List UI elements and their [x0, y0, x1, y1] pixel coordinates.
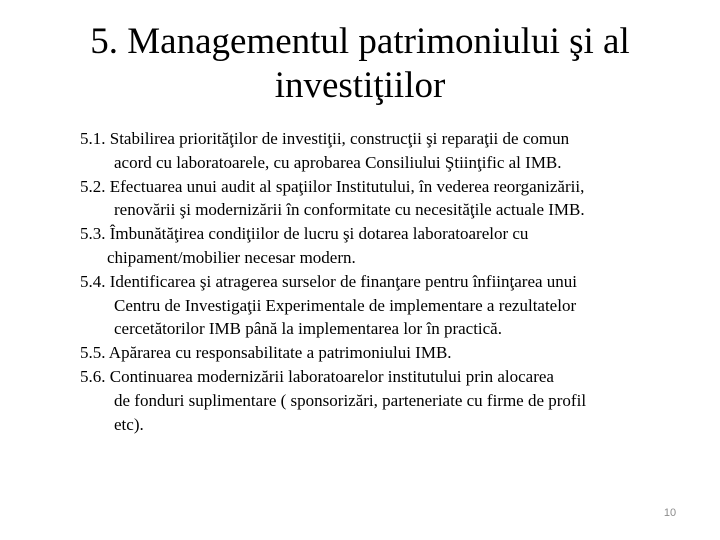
list-item-5-6 [80, 365, 700, 436]
list-item-line: de fonduri suplimentare ( sponsorizări, parteneriate cu firme de profil [114, 390, 587, 410]
list-item-line: 5.2. Efectuarea unui audit al spaţiilor Institutului, în vederea reorganizării, [80, 176, 585, 196]
list-item-line: chipament/mobilier necesar modern. [107, 247, 356, 267]
list-item-5-2 [80, 175, 700, 223]
list-item-5-5 [80, 341, 700, 365]
slide-title [20, 20, 700, 108]
slide-title-line-1: 5. Managementul patrimoniului şi al [90, 21, 630, 62]
list-item-line: 5.3. Îmbunătăţirea condiţiilor de lucru şi dotarea laboratoarelor cu [80, 224, 529, 244]
list-item-line: 5.5. Apărarea cu responsabilitate a patrimoniului IMB. [80, 343, 452, 363]
list-item-line: 5.6. Continuarea modernizării laboratoarelor institutului prin alocarea [80, 366, 554, 386]
objectives-list [80, 127, 700, 436]
list-item-line: 5.1. Stabilirea priorităţilor de investiţii, construcţii şi reparaţii de comun [80, 129, 570, 148]
list-item-5-1 [80, 127, 700, 175]
list-item-line: etc). [114, 414, 144, 434]
slide-title-line-2: investiţiilor [274, 65, 446, 106]
list-item-5-4 [80, 270, 700, 341]
list-item-line: Centru de Investigaţii Experimentale de implementare a rezultatelor [114, 295, 577, 315]
list-item-5-3 [80, 222, 700, 270]
list-item-line: cercetătorilor IMB până la implementarea lor în practică. [114, 319, 502, 339]
list-item-line: 5.4. Identificarea şi atragerea surselor de finanţare pentru înfiinţarea unui [80, 271, 578, 291]
list-item-line: renovării şi modernizării în conformitate cu necesităţile actuale IMB. [114, 200, 585, 220]
page-number: 10 [663, 507, 677, 519]
list-item-line: acord cu laboratoarele, cu aprobarea Consiliului Ştiinţific al IMB. [114, 152, 562, 172]
